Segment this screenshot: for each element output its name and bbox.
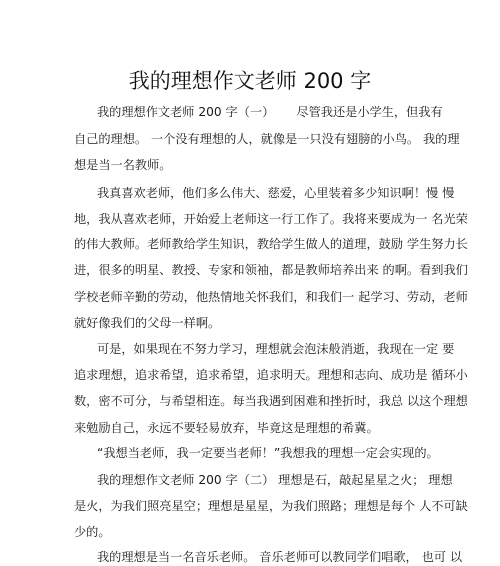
body-line: 可是，如果现在不努力学习，理想就会泡沫般消逝，我现在一定 要	[97, 342, 455, 356]
body-line: 我的理想作文老师 200 字（一） 尽管我还是小学生，但我有	[97, 105, 443, 119]
body-line: “我想当老师，我一定要当老师！”我想我的理想一定会实现的。	[97, 446, 439, 460]
body-line: 自己的理想。 一个没有理想的人，就像是一只没有翅膀的小鸟。 我的理	[74, 132, 460, 146]
body-line: 追求理想，追求希望，追求希望，追求明天。理想和志向、成功是 循环小	[74, 368, 468, 382]
body-line: 的伟大教师。老师教给学生知识，教给学生做人的道理，鼓励 学生努力长	[74, 237, 468, 251]
body-line: 进，很多的明星、教授、专家和领袖，都是教师培养出来 的啊。看到我们	[74, 263, 468, 277]
body-line: 是火，为我们照亮星空；理想是星星，为我们照路；理想是每个 人不可缺	[74, 499, 468, 513]
body-line: 来勉励自己，永远不要轻易放弃，毕竟这是理想的希冀。	[74, 421, 379, 435]
body-line: 我的理想作文老师 200 字（二） 理想是石，敲起星星之火； 理想	[97, 473, 453, 487]
body-line: 想是当一名教师。	[74, 158, 172, 172]
body-line: 就好像我们的父母一样啊。	[74, 316, 221, 330]
body-line: 数，密不可分，与希望相连。每当我遇到困难和挫折时，我总 以这个理想	[74, 394, 468, 408]
body-line: 地，我从喜欢老师，开始爱上老师这一行工作了。我将来要成为一 名光荣	[74, 212, 468, 226]
body-line: 我真喜欢老师，他们多么伟大、慈爱，心里装着多少知识啊！慢 慢	[97, 186, 455, 200]
body-line: 少的。	[74, 525, 111, 539]
document-title: 我的理想作文老师 200 字	[128, 69, 372, 93]
body-line: 我的理想是当一名音乐老师。 音乐老师可以教同学们唱歌， 也可 以	[97, 550, 463, 564]
body-line: 学校老师辛勤的劳动，他热情地关怀我们，和我们一 起学习、劳动，老师	[74, 290, 468, 304]
